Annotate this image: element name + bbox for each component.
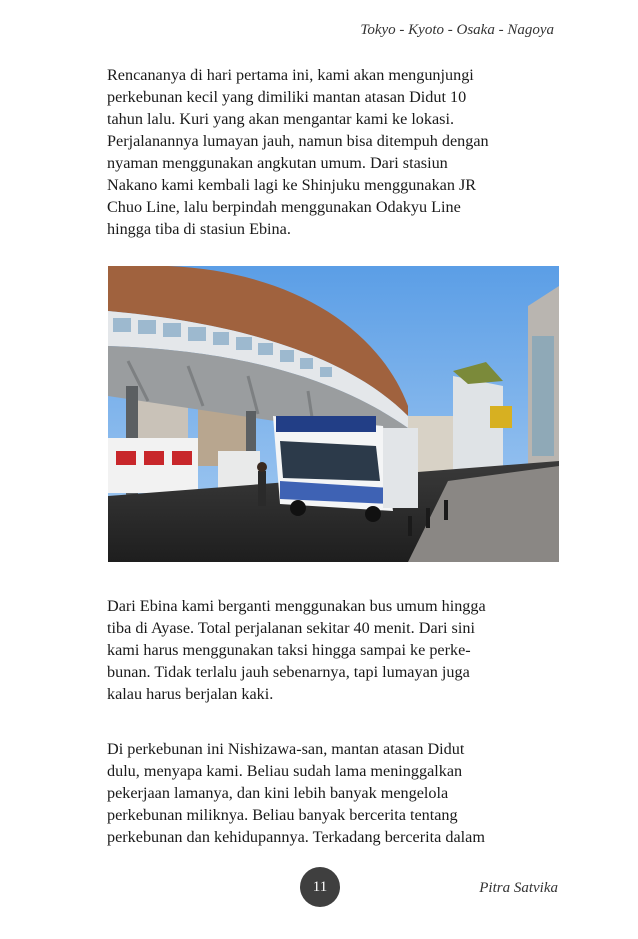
- author-name: Pitra Satvika: [479, 880, 558, 896]
- text-line: Nakano kami kembali lagi ke Shinjuku menggunakan JR: [107, 176, 477, 194]
- text-line: tiba di Ayase. Total perjalanan sekitar 40 menit. Dari sini: [107, 619, 475, 637]
- text-line: dulu, menyapa kami. Beliau sudah lama meninggalkan: [107, 762, 463, 780]
- text-line: nyaman menggunakan angkutan umum. Dari stasiun: [107, 154, 448, 172]
- bus-shape: [273, 416, 418, 522]
- bus-station-photo: [108, 266, 559, 562]
- text-line: bunan. Tidak terlalu jauh sebenarnya, tapi lumayan juga: [107, 663, 470, 681]
- text-line: perkebunan dan kehidupannya. Terkadang bercerita dalam: [107, 828, 485, 846]
- text-line: tahun lalu. Kuri yang akan mengantar kami ke lokasi.: [107, 110, 455, 128]
- page-number-badge: 11: [300, 867, 340, 907]
- photo-illustration: [108, 266, 559, 562]
- running-header: Tokyo - Kyoto - Osaka - Nagoya: [360, 22, 554, 38]
- paragraph-1: [107, 64, 562, 240]
- text-line: Di perkebunan ini Nishizawa-san, mantan atasan Didut: [107, 740, 465, 758]
- text-line: pekerjaan lamanya, dan kini lebih banyak mengelola: [107, 784, 449, 802]
- text-line: perkebunan miliknya. Beliau banyak bercerita tentang: [107, 806, 458, 824]
- text-line: Rencananya di hari pertama ini, kami akan mengunjungi: [107, 66, 474, 84]
- text-line: kalau harus berjalan kaki.: [107, 685, 274, 703]
- text-line: kami harus menggunakan taksi hingga sampai ke perke-: [107, 641, 471, 659]
- text-line: Chuo Line, lalu berpindah menggunakan Odakyu Line: [107, 198, 461, 216]
- text-line: Perjalanannya lumayan jauh, namun bisa ditempuh dengan: [107, 132, 489, 150]
- text-line: perkebunan kecil yang dimiliki mantan atasan Didut 10: [107, 88, 467, 106]
- text-line: Dari Ebina kami berganti menggunakan bus umum hingga: [107, 597, 486, 615]
- text-line: hingga tiba di stasiun Ebina.: [107, 220, 291, 238]
- paragraph-2: [107, 595, 562, 705]
- paragraph-3: [107, 738, 562, 848]
